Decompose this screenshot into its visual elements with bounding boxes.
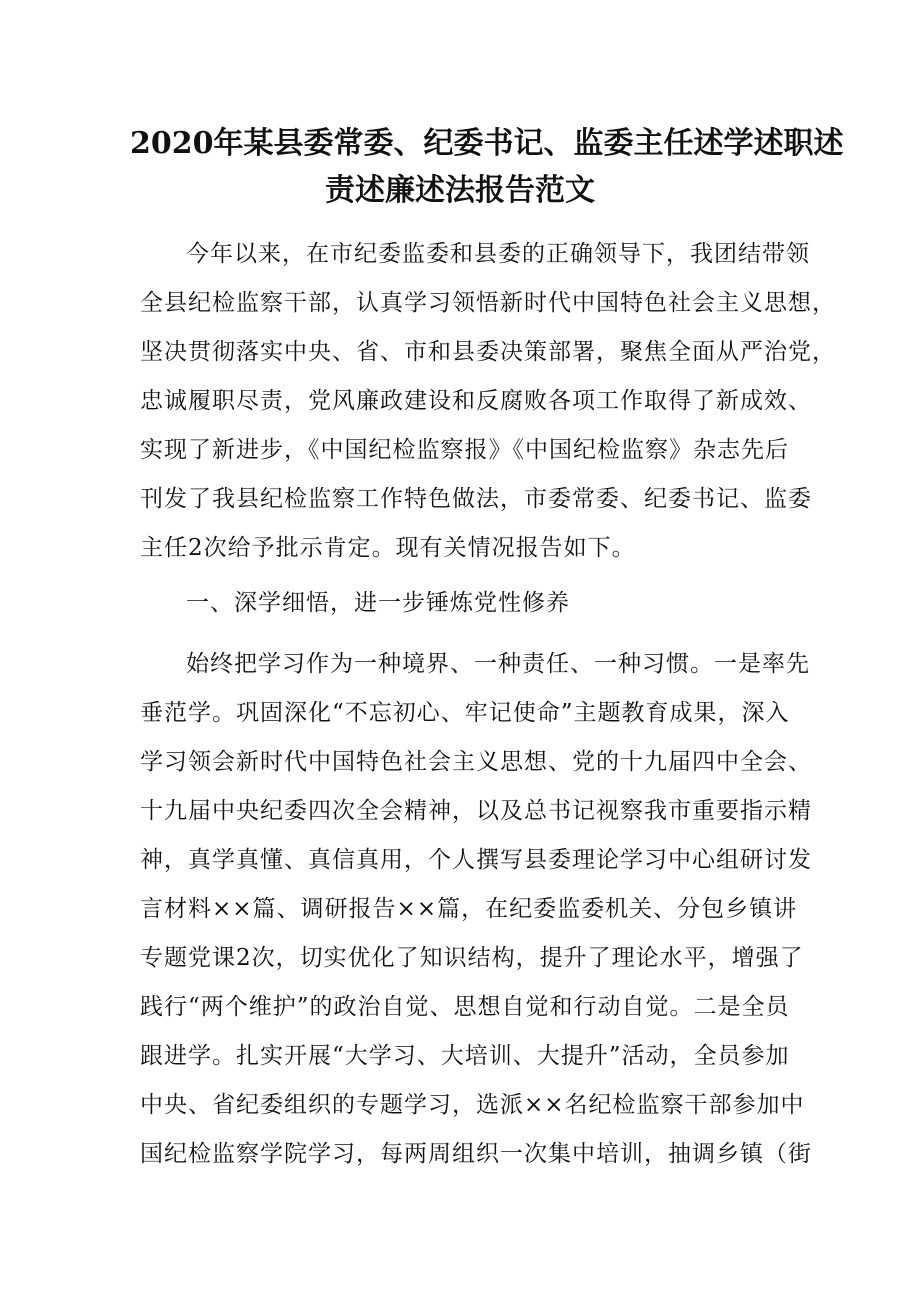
document-title-line-1: 2020年某县委常委、纪委书记、监委主任述学述职述 (130, 126, 844, 161)
body-line-13: 言材料××篇、调研报告××篇，在纪委监委机关、分包乡镇讲 (140, 896, 798, 922)
body-line-15: 践行“两个维护”的政治自觉、思想自觉和行动自觉。二是全员 (140, 994, 790, 1020)
body-line-16: 跟进学。扎实开展“大学习、大培训、大提升”活动，全员参加 (140, 1043, 790, 1069)
body-line-8: 始终把学习作为一种境界、一种责任、一种习惯。一是率先 (186, 651, 810, 677)
body-line-7: 主任2次给予批示肯定。现有关情况报告如下。 (140, 535, 636, 561)
body-line-12: 神，真学真懂、真信真用，个人撰写县委理论学习中心组研讨发 (140, 847, 812, 873)
body-line-14: 专题党课2次，切实优化了知识结构，提升了理论水平，增强了 (140, 945, 804, 971)
section-heading-1: 一、深学细悟，进一步锤炼党性修养 (186, 590, 570, 616)
body-line-1: 今年以来，在市纪委监委和县委的正确领导下，我团结带领 (186, 241, 810, 267)
document-title-line-2: 责述廉述法报告范文 (325, 173, 595, 208)
body-line-9: 垂范学。巩固深化“不忘初心、牢记使命”主题教育成果，深入 (140, 700, 790, 726)
body-line-18: 国纪检监察学院学习，每两周组织一次集中培训，抽调乡镇（街 (140, 1141, 812, 1167)
body-line-3: 坚决贯彻落实中央、省、市和县委决策部署，聚焦全面从严治党， (140, 339, 836, 365)
body-line-5: 实现了新进步，《中国纪检监察报》《中国纪检监察》杂志先后 (140, 437, 789, 463)
body-line-4: 忠诚履职尽责，党风廉政建设和反腐败各项工作取得了新成效、 (140, 388, 812, 414)
body-line-2: 全县纪检监察干部，认真学习领悟新时代中国特色社会主义思想， (140, 290, 836, 316)
body-line-17: 中央、省纪委组织的专题学习，选派××名纪检监察干部参加中 (140, 1092, 805, 1118)
body-line-10: 学习领会新时代中国特色社会主义思想、党的十九届四中全会、 (140, 749, 812, 775)
body-line-11: 十九届中央纪委四次全会精神，以及总书记视察我市重要指示精 (140, 798, 812, 824)
body-line-6: 刊发了我县纪检监察工作特色做法，市委常委、纪委书记、监委 (140, 486, 812, 512)
